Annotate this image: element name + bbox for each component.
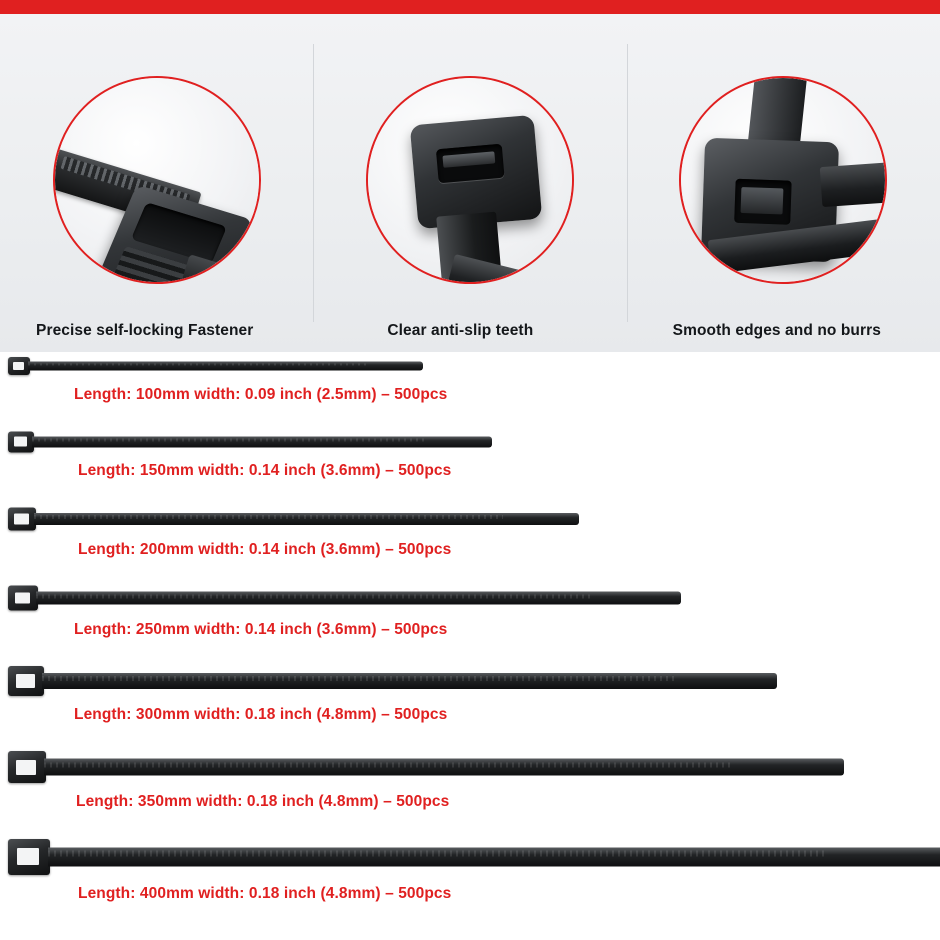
feature-photo-3 [679,76,887,284]
size-label: Length: 300mm width: 0.18 inch (4.8mm) – 500pcs [74,706,448,724]
size-label: Length: 350mm width: 0.18 inch (4.8mm) – 500pcs [76,793,450,811]
size-row [0,504,940,559]
cable-tie-head-icon [8,666,44,696]
feature-item-3 [627,14,940,352]
size-row [0,427,940,480]
feature-item-2 [313,14,626,352]
size-row [0,747,940,811]
cable-tie-illustration [0,835,940,879]
top-accent-bar [0,0,940,14]
feature-item-1 [0,14,313,352]
cable-tie-illustration [0,427,940,456]
feature-photo-2 [366,76,574,284]
size-label: Length: 100mm width: 0.09 inch (2.5mm) – 500pcs [74,386,448,403]
feature-caption-1: Precise self-locking Fastener [36,322,254,339]
cable-tie-head-icon [8,431,34,452]
size-label: Length: 250mm width: 0.14 inch (3.6mm) – 500pcs [74,620,448,638]
feature-photo-1 [53,76,261,284]
cable-tie-illustration [0,582,940,615]
cable-tie-strap-icon [34,513,579,525]
size-row [0,352,940,404]
cable-tie-head-icon [8,751,46,783]
size-row [0,582,940,639]
cable-tie-head-icon [8,357,30,375]
size-label: Length: 150mm width: 0.14 inch (3.6mm) – 500pcs [78,462,452,480]
cable-tie-head-icon [8,839,50,875]
size-label: Length: 400mm width: 0.18 inch (4.8mm) – 500pcs [78,884,452,902]
cable-tie-illustration [0,504,940,535]
cable-tie-illustration [0,662,940,700]
cable-tie-illustration [0,747,940,787]
cable-tie-strap-icon [42,673,777,689]
size-label: Length: 200mm width: 0.14 inch (3.6mm) – 500pcs [78,540,452,558]
cable-tie-strap-icon [28,362,423,371]
size-row [0,662,940,724]
size-list [0,352,940,940]
cable-tie-strap-right-icon [820,161,885,207]
cable-tie-strap-icon [32,436,492,447]
cable-tie-strap-icon [36,592,681,605]
cable-tie-head-icon [8,586,38,611]
cable-tie-head-icon [410,115,543,229]
size-row [0,835,940,903]
cable-tie-illustration [0,352,940,380]
feature-caption-3: Smooth edges and no burrs [672,322,881,339]
feature-caption-2: Clear anti-slip teeth [387,322,534,339]
cable-tie-strap-icon [44,759,844,776]
cable-tie-strap-icon [48,847,940,866]
cable-tie-strap-angled-icon [446,254,572,282]
cable-tie-head-icon [8,508,36,531]
feature-panel [0,14,940,352]
